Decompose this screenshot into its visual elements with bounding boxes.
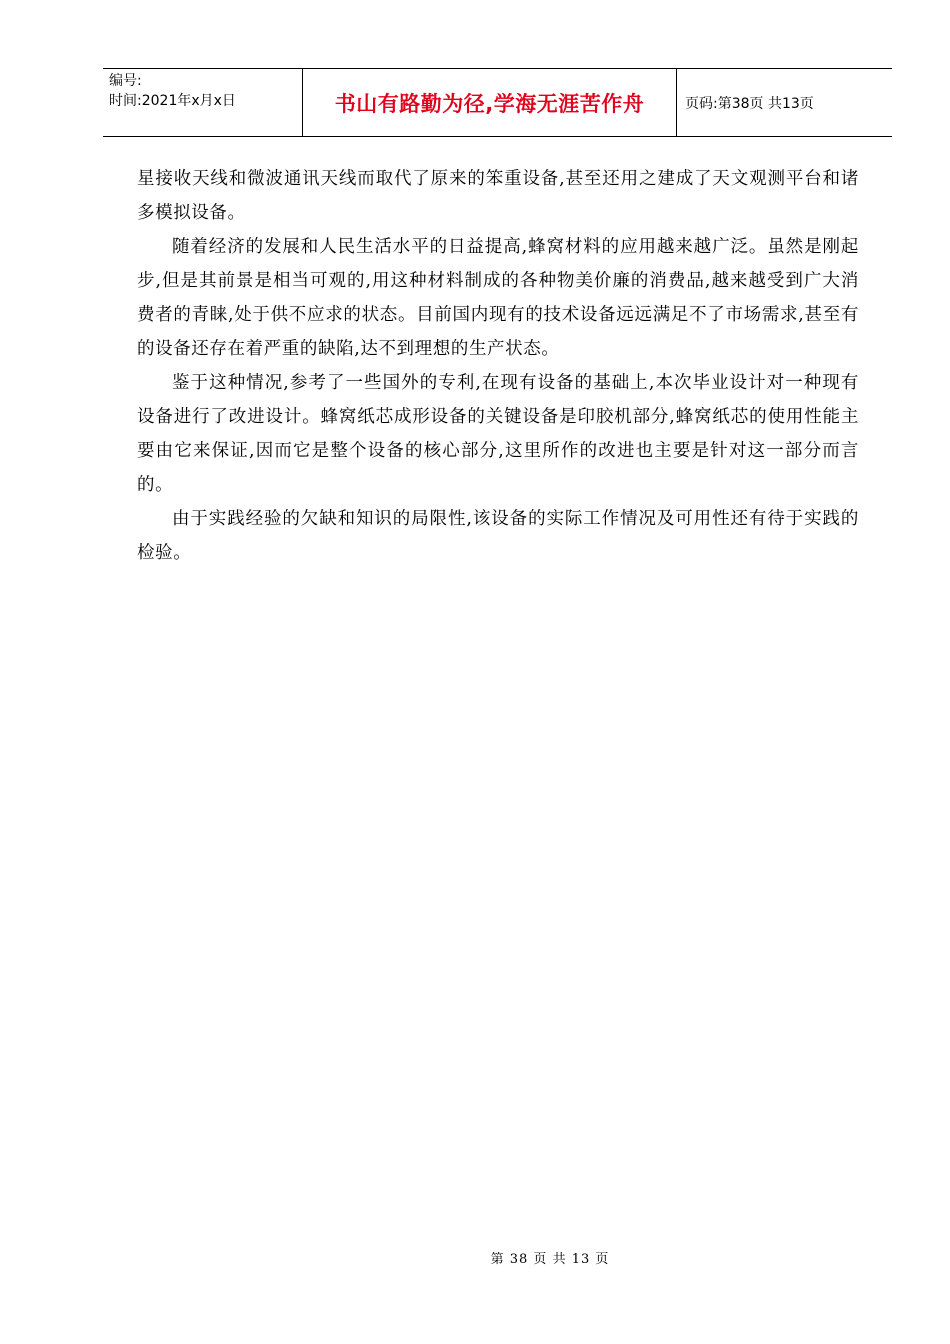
document-body [137, 162, 859, 570]
body-paragraph: 星接收天线和微波通讯天线而取代了原来的笨重设备,甚至还用之建成了天文观测平台和诸多模拟设备。 [137, 169, 859, 223]
document-time-label: 时间:2021年x月x日 [109, 93, 236, 109]
body-paragraph: 随着经济的发展和人民生活水平的日益提高,蜂窝材料的应用越来越广泛。虽然是刚起步,但是其前景是相当可观的,用这种材料制成的各种物美价廉的消费品,越来越受到广大消费者的青睐,处于供不应求的状态。目前国内现有的技术设备远远满足不了市场需求,甚至有的设备还存在着严重的缺陷,达不到理想的生产状态。 [137, 237, 859, 359]
page-header [103, 68, 892, 137]
body-paragraph: 由于实践经验的欠缺和知识的局限性,该设备的实际工作情况及可用性还有待于实践的检验。 [137, 509, 859, 563]
header-motto: 书山有路勤为径,学海无涯苦作舟 [303, 69, 677, 136]
page-footer [0, 1248, 950, 1267]
footer-page-number: 第 38 页 共 13 页 [490, 1252, 610, 1267]
body-paragraph: 鉴于这种情况,参考了一些国外的专利,在现有设备的基础上,本次毕业设计对一种现有设备进行了改进设计。蜂窝纸芯成形设备的关键设备是印胶机部分,蜂窝纸芯的使用性能主要由它来保证,因而它是整个设备的核心部分,这里所作的改进也主要是针对这一部分而言的。 [137, 373, 859, 495]
document-number-label: 编号: [109, 73, 142, 89]
header-page-code: 页码:第38页 共13页 [685, 95, 814, 112]
header-meta [103, 69, 303, 136]
